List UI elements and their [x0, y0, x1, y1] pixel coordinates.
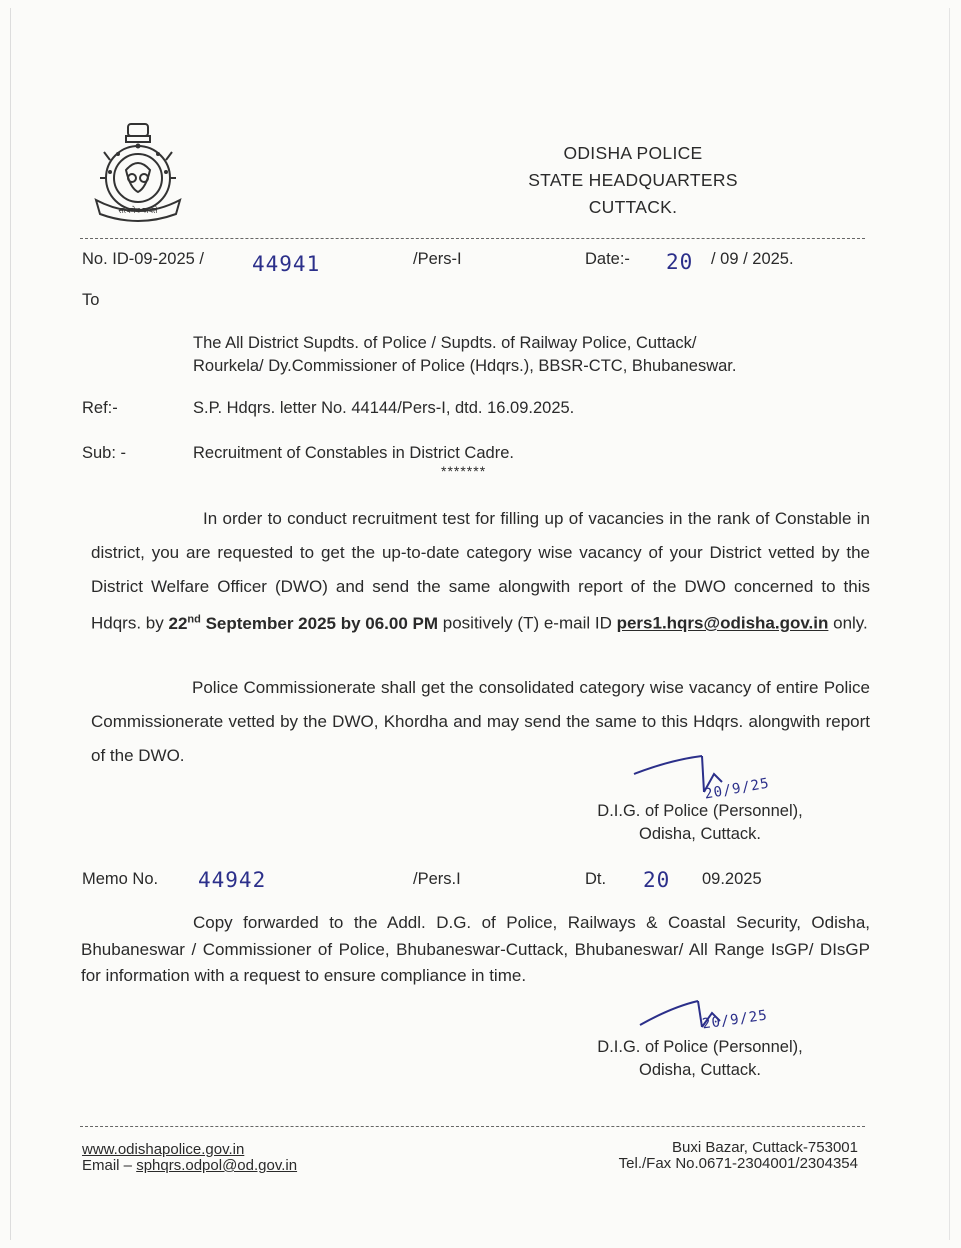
para1-d: only.: [828, 614, 868, 634]
footer-address: Buxi Bazar, Cuttack-753001: [672, 1139, 858, 1156]
signature-block-1: [580, 800, 820, 846]
para1-deadline-day: 22: [168, 614, 188, 634]
signature-1-designation: D.I.G. of Police (Personnel),: [597, 802, 803, 820]
memo-date-rest: 09.2025: [702, 870, 762, 888]
signature-1-place: Odisha, Cuttack.: [639, 825, 761, 843]
memo-no-handwritten: 44942: [198, 868, 267, 892]
sub-stars: *******: [441, 463, 487, 479]
copy-paragraph: Copy forwarded to the Addl. D.G. of Police, Railways & Coastal Security, Odisha, Bhubaneswar / Commissioner of Police, Bhubaneswar-Cuttack, Bhubaneswar/ All Range IsGP/ DIsGP for information with a request to ensure compliance in time.: [81, 913, 870, 985]
date-rest: / 09 / 2025.: [711, 250, 794, 268]
memo-label: Memo No.: [82, 870, 159, 888]
emblem-motto: सत्यमेव जयते: [118, 206, 158, 215]
footer-email-link[interactable]: sphqrs.odpol@od.gov.in: [136, 1157, 298, 1174]
police-emblem-icon: [82, 120, 194, 224]
body-paragraph-2: Police Commissionerate shall get the consolidated category wise vacancy of entire Police Commissionerate vetted by the DWO, Khordha and may send the same to this Hdqrs. alongwith report of the DWO.: [91, 678, 870, 765]
memo-suffix: /Pers.I: [413, 870, 461, 888]
addressee-line2: Rourkela/ Dy.Commissioner of Police (Hdqrs.), BBSR-CTC, Bhubaneswar.: [193, 357, 737, 375]
memo-dt-label: Dt.: [585, 870, 607, 888]
ref-label: Ref:-: [82, 399, 118, 417]
signature-block-2: [580, 1036, 820, 1082]
para1-c: positively (T) e-mail ID: [438, 614, 617, 634]
footer-right: [560, 1140, 858, 1172]
footer-tel: Tel./Fax No.0671-2304001/2304354: [618, 1155, 858, 1172]
signature-2-date: 20/9/25: [701, 1007, 769, 1033]
addressee-line1: The All District Supdts. of Police / Supdts. of Railway Police, Cuttack/: [193, 334, 697, 352]
letter-no-prefix: No. ID-09-2025 /: [82, 250, 204, 268]
footer-divider: [80, 1126, 865, 1127]
header-divider: [80, 238, 865, 239]
to-label: To: [82, 291, 100, 309]
footer-website-link[interactable]: www.odishapolice.gov.in: [82, 1141, 245, 1158]
org-line2: STATE HEADQUARTERS: [528, 170, 738, 190]
date-label: Date:-: [585, 250, 630, 268]
org-line3: CUTTACK.: [588, 197, 678, 217]
addressee: [193, 332, 736, 378]
signature-2-place: Odisha, Cuttack.: [639, 1061, 761, 1079]
date-day-handwritten: 20: [666, 250, 694, 274]
para1-deadline-sup: nd: [187, 613, 201, 626]
signature-2-designation: D.I.G. of Police (Personnel),: [597, 1038, 803, 1056]
para1-email: pers1.hqrs@odisha.gov.in: [616, 614, 829, 634]
letterhead: [500, 140, 766, 221]
footer-left: [82, 1142, 297, 1174]
signature-1-date: 20/9/25: [703, 775, 771, 803]
footer-email-label: Email –: [82, 1157, 137, 1174]
sub-text: Recruitment of Constables in District Cadre.: [193, 444, 514, 462]
sub-label: Sub: -: [82, 444, 127, 462]
letter-no-handwritten: 44941: [252, 252, 321, 276]
body-paragraph-1: [91, 502, 870, 641]
memo-day-handwritten: 20: [643, 868, 671, 892]
ref-text: S.P. Hdqrs. letter No. 44144/Pers-I, dtd. 16.09.2025.: [193, 399, 575, 417]
letter-no-suffix: /Pers-I: [413, 250, 462, 268]
para1-a: In order to conduct recruitment test for filling up of vacancies in the rank of Constable in district, you are requested to get the up-to-date category wise vacancy of your District vetted by the District Welfare Officer (DWO) and send the same alongwith report of the DWO concerned to this Hdqrs. by: [91, 509, 870, 634]
org-line1: ODISHA POLICE: [563, 143, 703, 163]
para1-deadline-rest: September 2025 by 06.00 PM: [200, 614, 439, 634]
